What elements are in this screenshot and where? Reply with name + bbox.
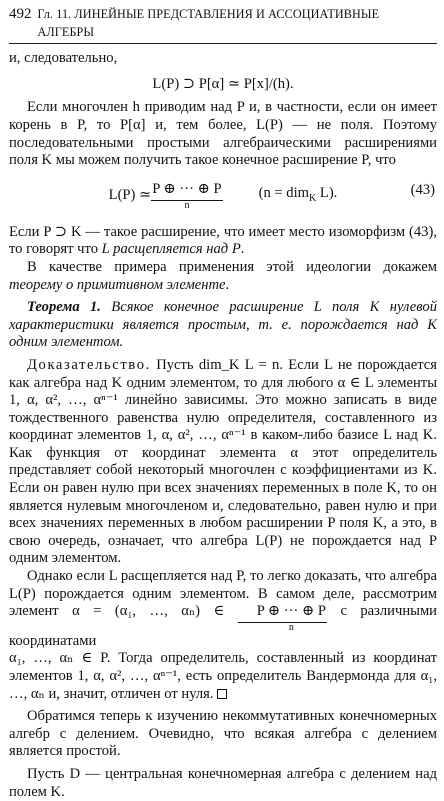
paragraph-division-algebras: Обратимся теперь к изучению некоммутативных конечномерных алгебр с делением. Очевидно, что всякая алгебра с делением является простой. — [9, 708, 437, 760]
formula-43-left: L(P) ≃ — [108, 186, 152, 203]
example-text: В качестве примера применения этой идеологии докажем — [27, 258, 437, 275]
splitting-proof-text: Однако если L расщепляется над P, то легко доказать, что алгебра L(P) порождается одним элементом. В самом деле, рассмотрим элемент α = (α₁, …, αₙ) ∈ — [9, 568, 437, 620]
paragraph-splitting — [9, 224, 437, 259]
proof — [9, 357, 437, 568]
paragraph-example — [9, 259, 437, 294]
splitting-text: Если P ⊃ K — такое расширение, что имеет место изоморфизм (43), то говорят что — [9, 223, 437, 258]
proof-heading: Доказательство. — [27, 356, 151, 373]
direct-sum-text: P ⊕ ··· ⊕ P — [151, 181, 222, 201]
vandermonde-text: α₁, …, αₙ ∈ P. Тогда определитель, составленный из координат элементов 1, α, α², …, αⁿ⁻¹, есть определитель Вандермонда для α₁, …, αₙ и, значит, отличен от нуля. — [9, 650, 437, 702]
paragraph-vandermonde — [9, 650, 437, 703]
underbrace-count: n — [184, 199, 190, 211]
theorem-statement: Всякое конечное расширение L поля K нулевой характеристики является простым, т. е. порождается над K одним элементом. — [9, 299, 437, 351]
paragraph-intro: и, следовательно, — [9, 50, 118, 67]
example-end: . — [225, 276, 230, 293]
chapter-title: Гл. 11. ЛИНЕЙНЫЕ ПРЕДСТАВЛЕНИЯ И АССОЦИАТИВНЫЕ АЛГЕБРЫ — [37, 7, 380, 39]
running-header — [9, 6, 437, 44]
paragraph-splitting-proof — [9, 568, 437, 650]
splitting-end: . — [240, 241, 245, 258]
theorem-1 — [9, 299, 437, 352]
example-term: теорему о примитивном элементе — [9, 276, 226, 293]
condition-subscript: K — [309, 192, 317, 204]
underbrace-count-2: n — [288, 621, 294, 633]
proof-text: Пусть dim_K L = n. Если L не порождается как алгебра над K одним элементом, то для любого α ∈ L элементы 1, α, α², …, αⁿ⁻¹ линейно зависимы. Это можно записать в виде тождественного равенства нулю определителя, составленного из координат элементов 1, α, α², …, αⁿ⁻¹ в каком-либо базисе L над K. Как функция от координат элемента α этот определитель представляет собой некоторый многочлен с коэффициентами из K. Если он равен нулю при всех значениях переменных в поле K, то он является нулевым многочленом и, следовательно, равен нулю и при всех значениях переменных в любом расширении P поля K, а это, в свою очередь, означает, что алгебра L(P) не порождается над P одним элементом. — [9, 356, 437, 567]
page-number: 492 — [9, 6, 32, 22]
qed-symbol — [217, 689, 227, 699]
underbrace-direct-sum-2 — [238, 603, 327, 633]
formula-43 — [9, 178, 437, 214]
equation-label: (43) — [410, 181, 435, 198]
splitting-proof-tail: с различными координатами — [9, 603, 437, 649]
formula-43-condition — [259, 185, 338, 208]
paragraph-central-algebra: Пусть D — центральная конечномерная алгебра с делением над полем K. — [9, 765, 437, 800]
theorem-heading: Теорема 1. — [27, 299, 101, 316]
formula-field-inclusion: L(P) ⊃ P[α] ≃ P[x]/(h). — [152, 75, 294, 92]
underbrace-direct-sum — [151, 181, 222, 211]
paragraph-reducible: Если многочлен h приводим над P и, в частности, если он имеет корень в P, то P[α] и, тем более, L(P) — не поля. Поэтому последовательными простыми алгебраическими расширениями поля K мы можем получить такое конечное расширение P, что — [9, 99, 437, 169]
splitting-term: L расщепляется над P — [101, 241, 241, 258]
direct-sum-text-2: P ⊕ ··· ⊕ P — [238, 603, 327, 623]
condition-text: (n = dim — [258, 184, 310, 201]
condition-end: L). — [316, 184, 338, 201]
page — [9, 6, 437, 801]
